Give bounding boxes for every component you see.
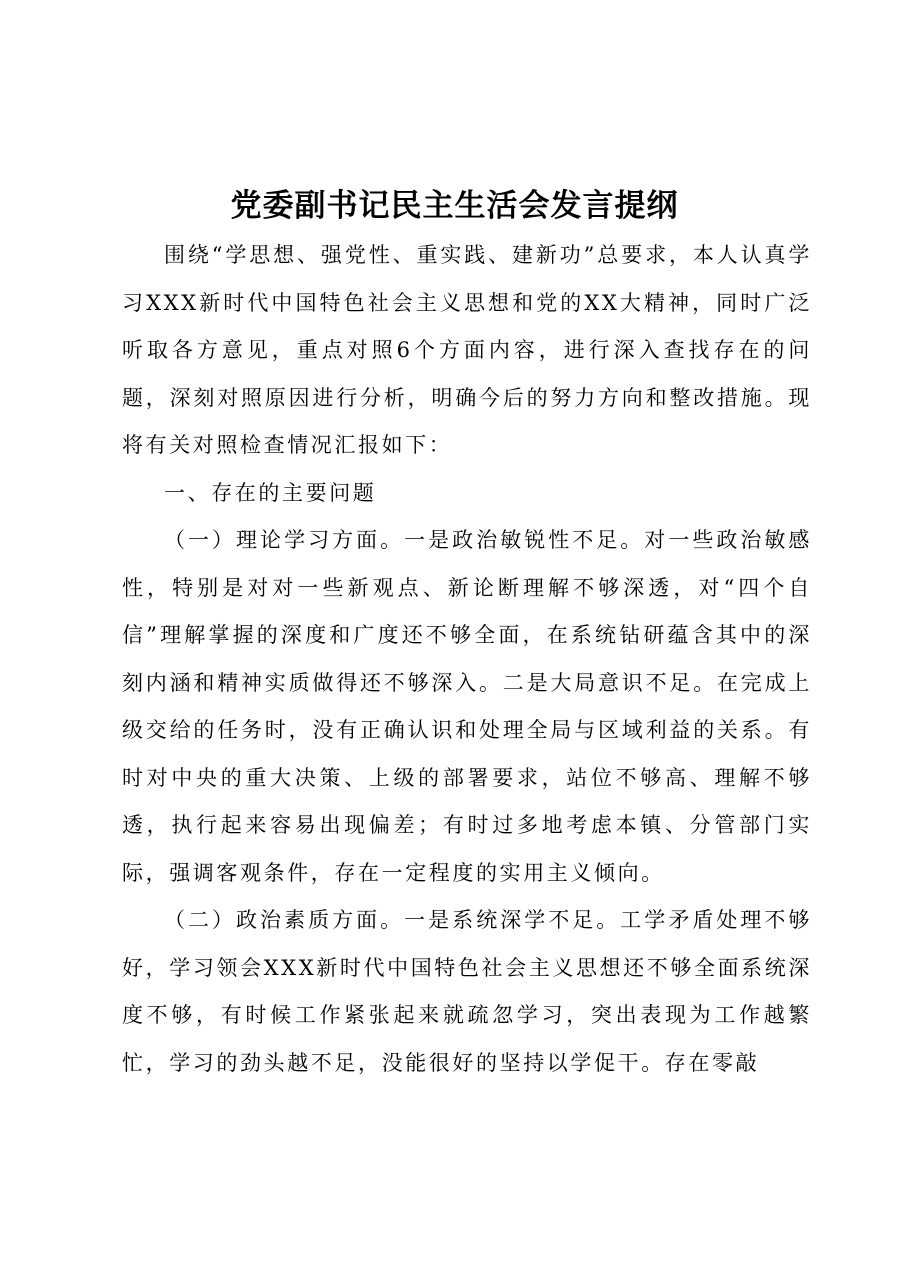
document-title: 党委副书记民主生活会发言提纲 <box>230 188 679 224</box>
section-heading: 一、存在的主要问题 <box>164 480 377 505</box>
political-quality-paragraph: （二）政治素质方面。一是系统深学不足。工学矛盾处理不够好，学习领会XXX新时代中国特色社会主义思想还不够全面系统深度不够，有时候工作紧张起来就疏忽学习，突出表现为工作越繁忙，学习的劲头越不足，没能很好的坚持以学促干。存在零敲 <box>122 908 812 1075</box>
theory-study-paragraph: （一）理论学习方面。一是政治敏锐性不足。对一些政治敏感性，特别是对对一些新观点、新论断理解不够深透，对“四个自信”理解掌握的深度和广度还不够全面，在系统钻研蕴含其中的深刻内涵和精神实质做得还不够深入。二是大局意识不足。在完成上级交给的任务时，没有正确认识和处理全局与区域利益的关系。有时对中央的重大决策、上级的部署要求，站位不够高、理解不够透，执行起来容易出现偏差；有时过多地考虑本镇、分管部门实际，强调客观条件，存在一定程度的实用主义倾向。 <box>122 528 812 885</box>
intro-paragraph: 围绕“学思想、强党性、重实践、建新功”总要求，本人认真学习XXX新时代中国特色社会主义思想和党的XX大精神，同时广泛听取各方意见，重点对照6个方面内容，进行深入查找存在的问题，深刻对照原因进行分析，明确今后的努力方向和整改措施。现将有关对照检查情况汇报如下： <box>122 243 812 457</box>
document-body <box>122 232 812 1087</box>
